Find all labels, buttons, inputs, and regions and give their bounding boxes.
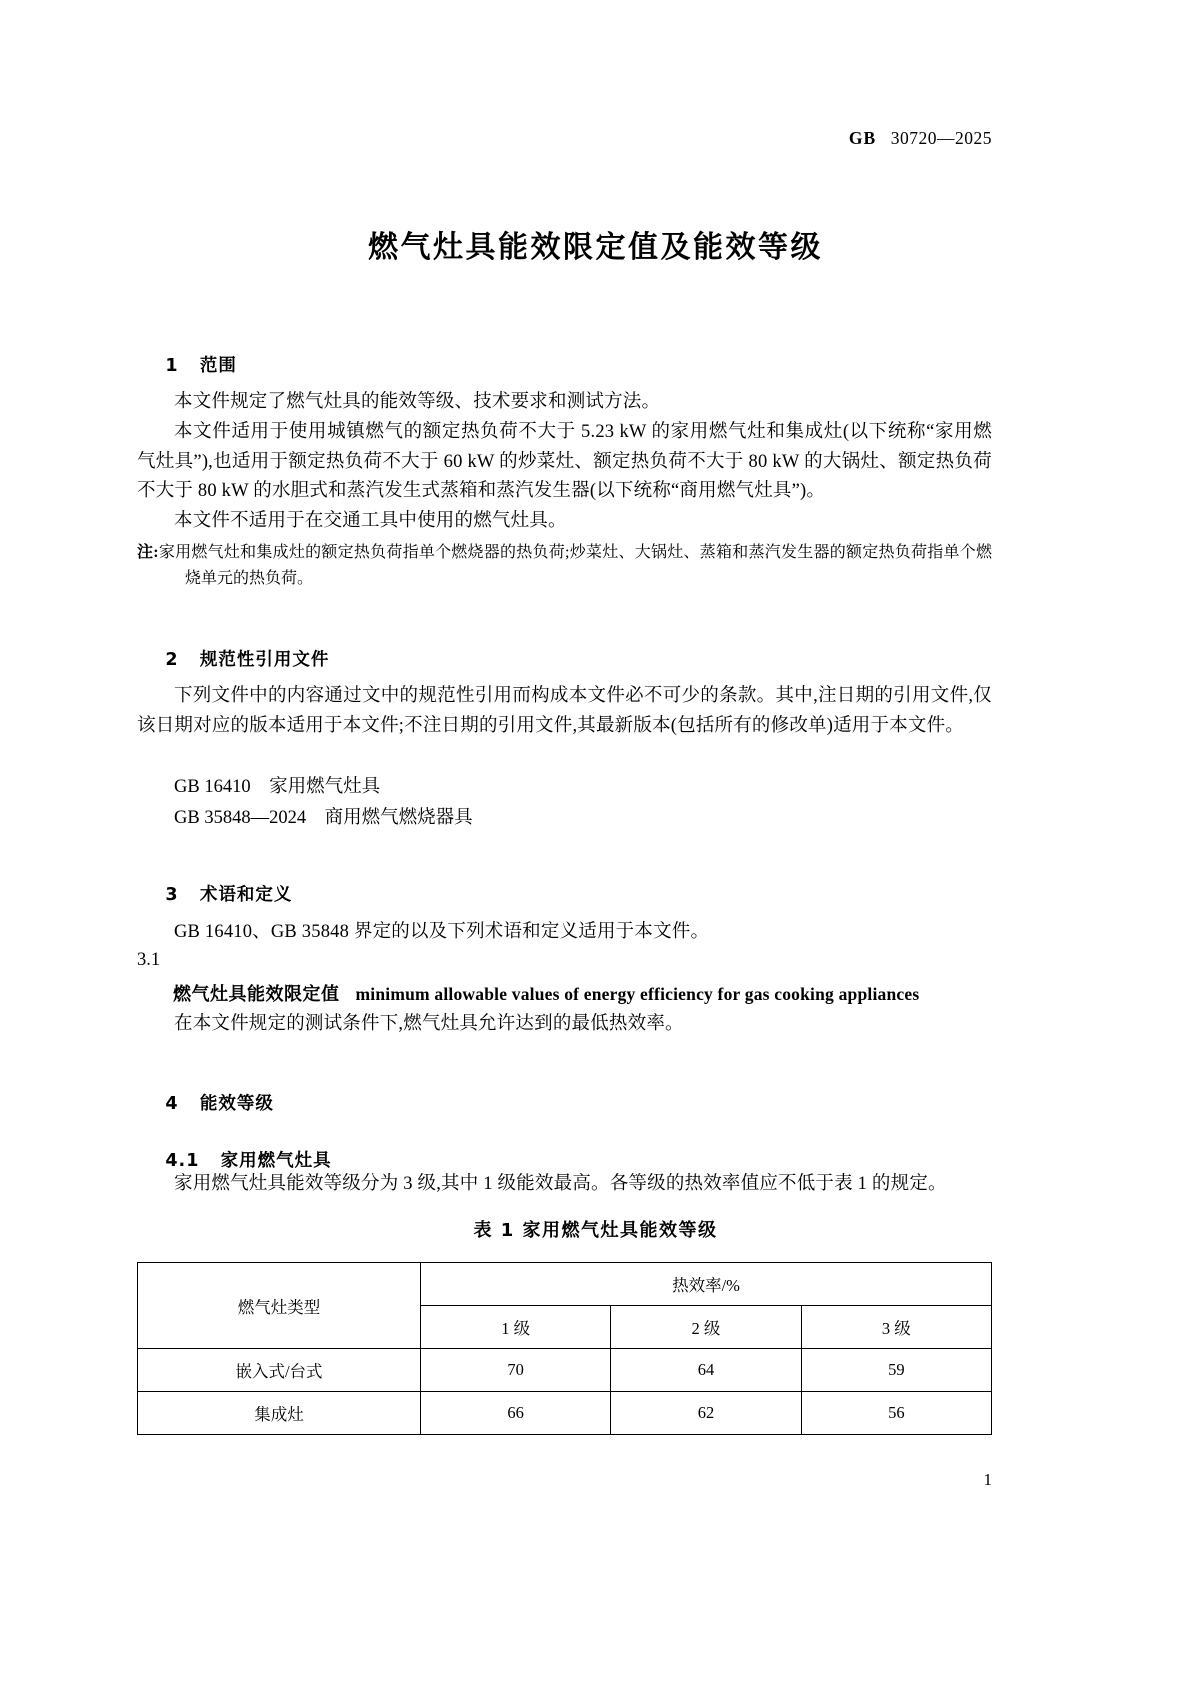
column-header-group-efficiency: 热效率/% bbox=[421, 1263, 992, 1306]
cell-type: 嵌入式/台式 bbox=[138, 1349, 421, 1392]
cell-grade-3: 56 bbox=[801, 1392, 991, 1435]
standard-number: 30720—2025 bbox=[890, 128, 992, 148]
cell-grade-3: 59 bbox=[801, 1349, 991, 1392]
section-number-1: 1 bbox=[165, 356, 179, 376]
section-title-4: 能效等级 bbox=[199, 1094, 274, 1114]
normative-reference-2: GB 35848—2024 商用燃气燃烧器具 bbox=[174, 808, 473, 828]
section-1-note bbox=[137, 540, 992, 592]
section-1-paragraph-2: 本文件适用于使用城镇燃气的额定热负荷不大于 5.23 kW 的家用燃气灶和集成灶(以下统称“家用燃气灶具”),也适用于额定热负荷不大于 60 kW 的炒菜灶、额定热负荷不大于 80 kW 的大锅灶、额定热负荷不大于 80 kW 的水胆式和蒸汽发生式蒸箱和蒸汽发生器(以下统称“商用燃气灶具”)。 bbox=[137, 422, 992, 501]
section-number-4: 4 bbox=[165, 1094, 179, 1114]
table-header-row-1 bbox=[138, 1263, 992, 1306]
section-title-1: 范围 bbox=[199, 356, 237, 376]
clause-term-3-1 bbox=[137, 980, 992, 1006]
clause-definition-3-1: 在本文件规定的测试条件下,燃气灶具允许达到的最低热效率。 bbox=[174, 1014, 684, 1034]
table-row bbox=[138, 1392, 992, 1435]
section-number-2: 2 bbox=[165, 650, 179, 670]
normative-reference-1: GB 16410 家用燃气灶具 bbox=[174, 777, 381, 797]
cell-type: 集成灶 bbox=[138, 1392, 421, 1435]
running-header bbox=[137, 128, 992, 149]
table-1-caption: 表 1 家用燃气灶具能效等级 bbox=[473, 1220, 718, 1241]
term-chinese: 燃气灶具能效限定值 bbox=[173, 984, 340, 1005]
column-header-grade-3: 3 级 bbox=[801, 1306, 991, 1349]
note-label: 注: bbox=[137, 544, 159, 561]
term-english: minimum allowable values of energy efficiency for gas cooking appliances bbox=[355, 984, 920, 1004]
section-1-paragraph-1: 本文件规定了燃气灶具的能效等级、技术要求和测试方法。 bbox=[174, 392, 661, 412]
page-number: 1 bbox=[983, 1470, 992, 1489]
table-header bbox=[138, 1263, 992, 1349]
cell-grade-2: 62 bbox=[611, 1392, 801, 1435]
cell-grade-2: 64 bbox=[611, 1349, 801, 1392]
section-3-paragraph-1: GB 16410、GB 35848 界定的以及下列术语和定义适用于本文件。 bbox=[174, 922, 710, 942]
column-header-type: 燃气灶类型 bbox=[138, 1263, 421, 1349]
column-header-grade-2: 2 级 bbox=[611, 1306, 801, 1349]
section-number-3: 3 bbox=[165, 885, 179, 905]
section-heading-3 bbox=[137, 861, 992, 926]
standard-prefix: GB bbox=[848, 128, 877, 148]
column-header-grade-1: 1 级 bbox=[421, 1306, 611, 1349]
section-heading-4 bbox=[137, 1070, 992, 1135]
section-title-2: 规范性引用文件 bbox=[199, 650, 330, 670]
cell-grade-1: 66 bbox=[421, 1392, 611, 1435]
page-title: 燃气灶具能效限定值及能效等级 bbox=[368, 230, 823, 265]
section-2-paragraph-1: 下列文件中的内容通过文中的规范性引用而构成本文件必不可少的条款。其中,注日期的引用文件,仅该日期对应的版本适用于本文件;不注日期的引用文件,其最新版本(包括所有的修改单)适用于本文件。 bbox=[137, 686, 992, 736]
table-row bbox=[138, 1349, 992, 1392]
cell-grade-1: 70 bbox=[421, 1349, 611, 1392]
note-text: 家用燃气灶和集成灶的额定热负荷指单个燃烧器的热负荷;炒菜灶、大锅灶、蒸箱和蒸汽发生器的额定热负荷指单个燃烧单元的热负荷。 bbox=[158, 544, 992, 587]
table-body bbox=[138, 1349, 992, 1435]
section-title-3: 术语和定义 bbox=[199, 885, 293, 905]
section-1-paragraph-3: 本文件不适用于在交通工具中使用的燃气灶具。 bbox=[174, 511, 567, 531]
section-4-1-paragraph: 家用燃气灶具能效等级分为 3 级,其中 1 级能效最高。各等级的热效率值应不低于表 1 的规定。 bbox=[174, 1174, 947, 1194]
subsection-title-4-1: 家用燃气灶具 bbox=[220, 1151, 332, 1171]
table-1-energy-grades bbox=[137, 1262, 992, 1435]
subsection-number-4-1: 4.1 bbox=[165, 1151, 200, 1171]
clause-number-3-1: 3.1 bbox=[137, 950, 161, 970]
